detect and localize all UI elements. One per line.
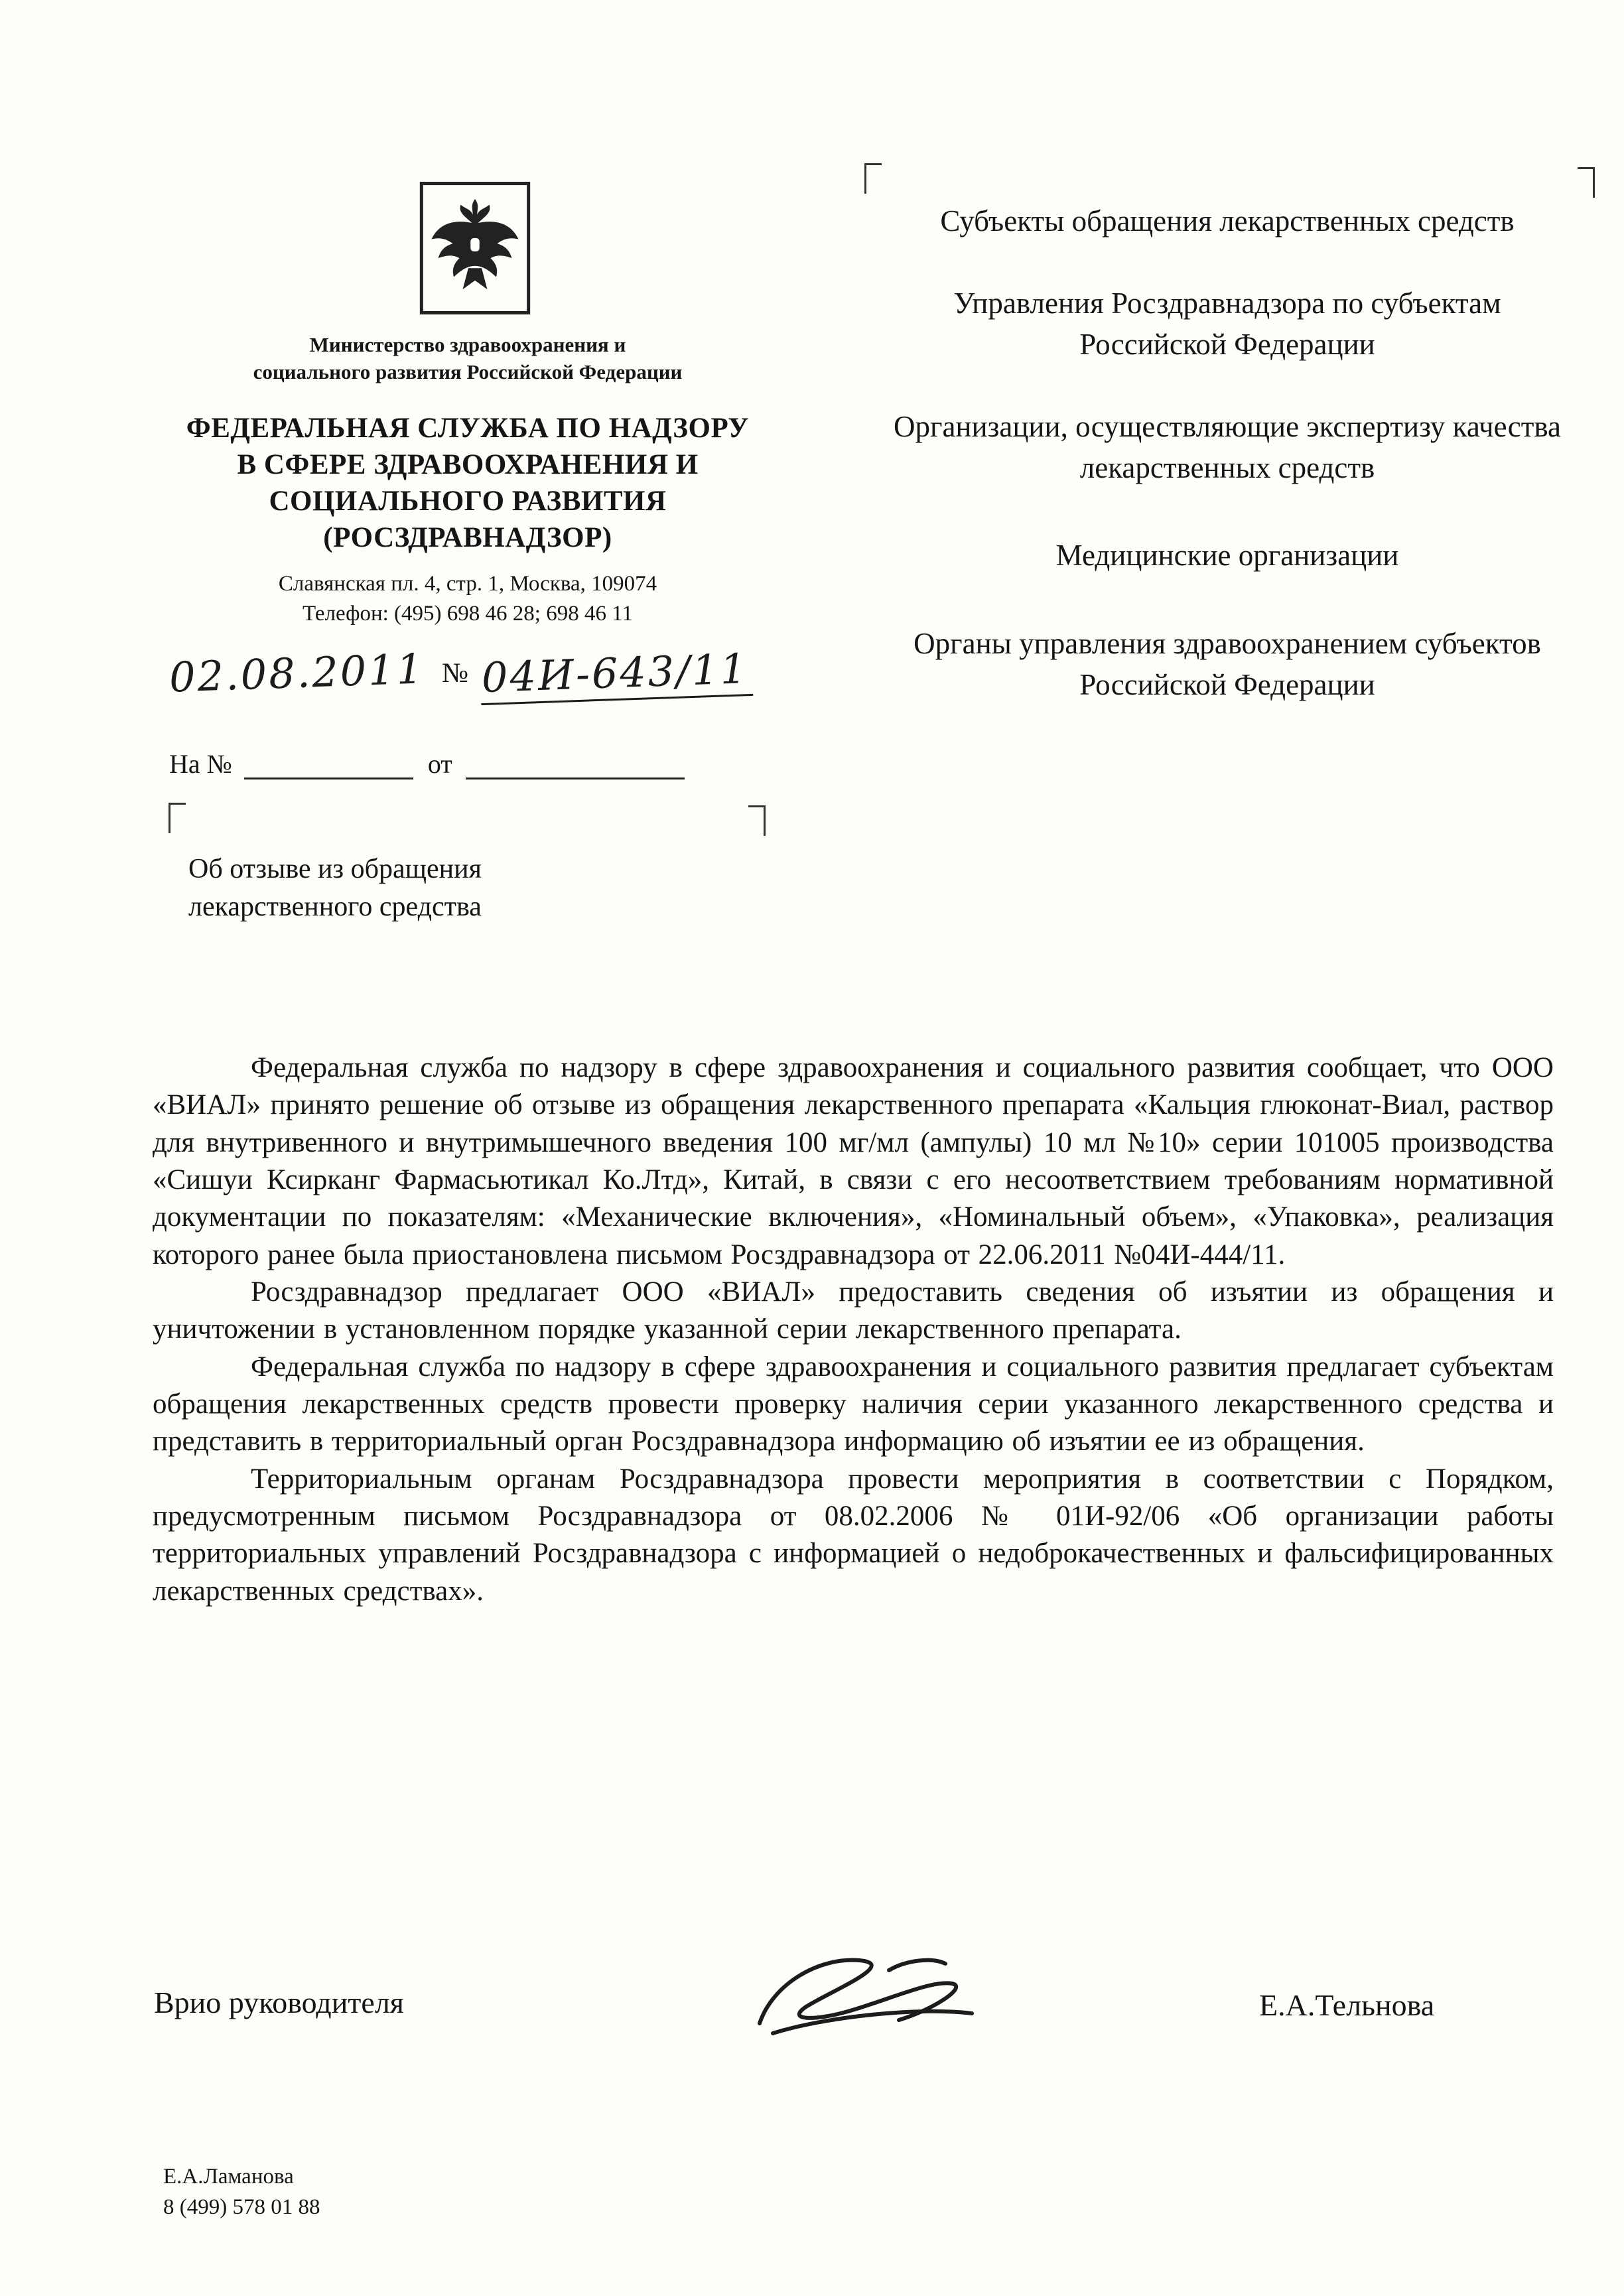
executor-name: Е.А.Ламанова xyxy=(163,2165,294,2189)
service-address: Славянская пл. 4, стр. 1, Москва, 109074 xyxy=(278,572,657,596)
service-line2: В СФЕРЕ ЗДРАВООХРАНЕНИЯ И xyxy=(237,449,699,481)
body-paragraph-3: Федеральная служба по надзору в сфере здравоохранения и социального развития предлагает субъектам обращения лекарственных средств провести проверку наличия серии указанного лекарственного средства и представить в территориальный орган Росздравнадзора информацию об изъятии ее из обращения. xyxy=(153,1351,1554,1457)
subject-line2: лекарственного средства xyxy=(188,891,482,922)
reference-line xyxy=(169,748,685,779)
service-line3: СОЦИАЛЬНОГО РАЗВИТИЯ xyxy=(269,486,667,517)
service-phone: Телефон: (495) 698 46 28; 698 46 11 xyxy=(303,601,633,626)
service-name xyxy=(153,410,783,556)
ministry-name xyxy=(153,332,783,386)
executor-phone: 8 (499) 578 01 88 xyxy=(163,2195,320,2220)
addressee-medical-organizations: Медицинские организации xyxy=(1055,539,1399,573)
corner-mark-subject-right xyxy=(748,805,766,836)
ref-from-label: от xyxy=(427,749,452,779)
handwritten-date: 02.08.2011 xyxy=(168,644,426,702)
letter-subject xyxy=(188,850,653,925)
letter-body xyxy=(153,1049,1554,1610)
addressee-expert-organizations: Организации, осуществляющие экспертизу качества лекарственных средств xyxy=(893,410,1562,485)
corner-mark-subject-left xyxy=(169,803,186,833)
service-contacts xyxy=(153,569,783,628)
addressee-departments: Управления Росздравнадзора по субъектам Российской Федерации xyxy=(953,287,1501,362)
russia-coat-of-arms-icon xyxy=(419,180,531,316)
number-sign: № xyxy=(442,658,469,689)
handwritten-signature xyxy=(733,1944,992,2057)
body-paragraph-1: Федеральная служба по надзору в сфере здравоохранения и социального развития сообщает, что ООО «ВИАЛ» принято решение об отзыве из обращения лекарственного препарата «Кальция глюконат-Виал, раствор для внутривенного и внутримышечного введения 100 мг/мл (ампулы) 10 мл №10» серии 101005 производства «Сишуи Ксирканг Фармасьютикал Ко.Лтд», Китай, в связи с его несоответствием требованиям нормативной документации по показателям: «Механические включения», «Номинальный объем», «Упаковка», реализация которого ранее была приостановлена письмом Росздравнадзора от 22.06.2011 №04И-444/11. xyxy=(153,1052,1554,1270)
ministry-line1: Министерство здравоохранения и xyxy=(309,333,626,356)
ministry-line2: социального развития Российской Федерации xyxy=(253,360,683,383)
body-paragraph-4: Территориальным органам Росздравнадзора провести мероприятия в соответствии с Порядком, предусмотренным письмом Росздравнадзора от 08.02.2006 № 01И-92/06 «Об организации работы территориальных управлений Росздравнадзора с информацией о недоброкачественных и фальсифицированных лекарственных средствах». xyxy=(153,1463,1554,1607)
addressee-health-authorities: Органы управления здравоохранением субъектов Российской Федерации xyxy=(914,626,1541,701)
body-paragraph-2: Росздравнадзор предлагает ООО «ВИАЛ» предоставить сведения об изъятии из обращения и уничтожении в установленном порядке указанной серии лекарственного препарата. xyxy=(153,1276,1554,1345)
corner-mark-top-right xyxy=(1578,167,1595,198)
date-number-line xyxy=(168,644,806,703)
service-line4: (РОСЗДРАВНАДЗОР) xyxy=(323,522,612,554)
ref-on-label: На № xyxy=(169,749,232,779)
addressee-list xyxy=(882,200,1572,746)
signer-position: Врио руководителя xyxy=(154,1986,404,2019)
addressee-subjects: Субъекты обращения лекарственных средств xyxy=(940,204,1515,237)
ref-date-blank xyxy=(466,753,685,779)
handwritten-number: 04И-643/11 xyxy=(480,644,754,705)
signer-name: Е.А.Тельнова xyxy=(1259,1988,1435,2022)
subject-line1: Об отзыве из обращения xyxy=(188,854,482,884)
executor-block xyxy=(163,2161,320,2222)
corner-mark-top-left xyxy=(864,163,882,194)
ref-number-blank xyxy=(244,753,413,779)
service-line1: ФЕДЕРАЛЬНАЯ СЛУЖБА ПО НАДЗОРУ xyxy=(186,413,750,444)
